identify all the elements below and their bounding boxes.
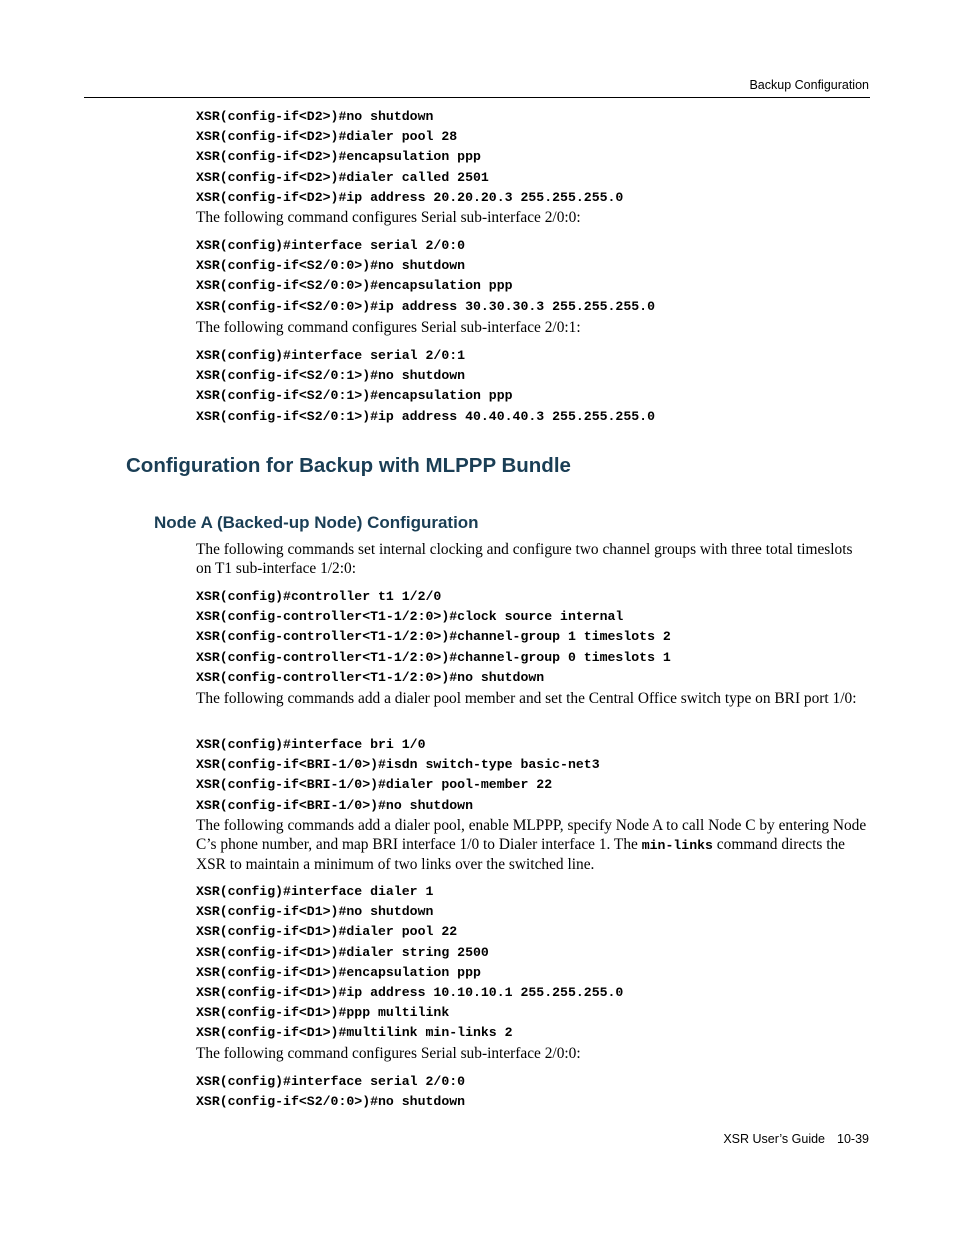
code-block-serial-2-0-1: XSR(config)#interface serial 2/0:1 XSR(config-if<S2/0:1>)#no shutdown XSR(config-if<S2/0:1>)#encapsulation ppp XSR(config-if<S2/0:1>)#ip address 40.40.40.3 255.255.255.0 [196, 348, 655, 424]
paragraph-bri: The following commands add a dialer pool member and set the Central Office switch type on BRI port 1/0: [196, 690, 857, 707]
running-header: Backup Configuration [749, 78, 869, 92]
paragraph-clocking: The following commands set internal clocking and configure two channel groups with three total timeslots on T1 sub-interface 1/2:0: [196, 541, 853, 577]
code-block-dialer-d1: XSR(config)#interface dialer 1 XSR(config-if<D1>)#no shutdown XSR(config-if<D1>)#dialer pool 22 XSR(config-if<D1>)#dialer string 2500 XSR(config-if<D1>)#encapsulation ppp XSR(config-if<D1>)#ip address 10.10.10.1 255.255.255.0 XSR(config-if<D1>)#ppp multilink XSR(config-if<D1>)#multilink min-links 2 [196, 884, 624, 1041]
subsection-heading: Node A (Backed-up Node) Configuration [154, 513, 479, 532]
paragraph-text: command directs the XSR to maintain a minimum of two links over the switched line. [196, 836, 846, 873]
code-block-serial-2-0-0: XSR(config)#interface serial 2/0:0 XSR(config-if<S2/0:0>)#no shutdown XSR(config-if<S2/0:0>)#encapsulation ppp XSR(config-if<S2/0:0>)#ip address 30.30.30.3 255.255.255.0 [196, 238, 655, 314]
inline-code-min-links: min-links [641, 838, 713, 853]
page-number: 10-39 [837, 1132, 869, 1146]
code-block-controller-t1: XSR(config)#controller t1 1/2/0 XSR(config-controller<T1-1/2:0>)#clock source internal XSR(config-controller<T1-1/2:0>)#channel-group 1 timeslots 2 XSR(config-controller<T1-1/2:0>)#channel-group 0 timeslots 1 XSR(config-controller<T1-1/2:0>)#no shutdown [196, 589, 671, 685]
paragraph-text: The following commands add a dialer pool, enable MLPPP, specify Node A to call Node C by entering Node C’s phone number, and map BRI interface 1/0 to Dialer interface 1. The [196, 817, 867, 853]
paragraph-serial-2-0-0-b: The following command configures Serial sub-interface 2/0:0: [196, 1045, 581, 1062]
paragraph-serial-2-0-0: The following command configures Serial sub-interface 2/0:0: [196, 209, 581, 226]
code-block-dialer-d2: XSR(config-if<D2>)#no shutdown XSR(config-if<D2>)#dialer pool 28 XSR(config-if<D2>)#encapsulation ppp XSR(config-if<D2>)#dialer called 2501 XSR(config-if<D2>)#ip address 20.20.20.3 255.255.255.0 [196, 109, 624, 205]
footer-guide-title: XSR User’s Guide [723, 1132, 826, 1146]
code-block-serial-2-0-0-b: XSR(config)#interface serial 2/0:0 XSR(config-if<S2/0:0>)#no shutdown [196, 1074, 466, 1110]
header-rule [84, 97, 870, 98]
code-block-bri: XSR(config)#interface bri 1/0 XSR(config-if<BRI-1/0>)#isdn switch-type basic-net3 XSR(config-if<BRI-1/0>)#dialer pool-member 22 XSR(config-if<BRI-1/0>)#no shutdown [196, 737, 600, 813]
section-heading: Configuration for Backup with MLPPP Bundle [126, 454, 571, 477]
paragraph-dialer-pool [196, 816, 870, 874]
page-footer [723, 1132, 869, 1146]
paragraph-serial-2-0-1: The following command configures Serial sub-interface 2/0:1: [196, 319, 581, 336]
